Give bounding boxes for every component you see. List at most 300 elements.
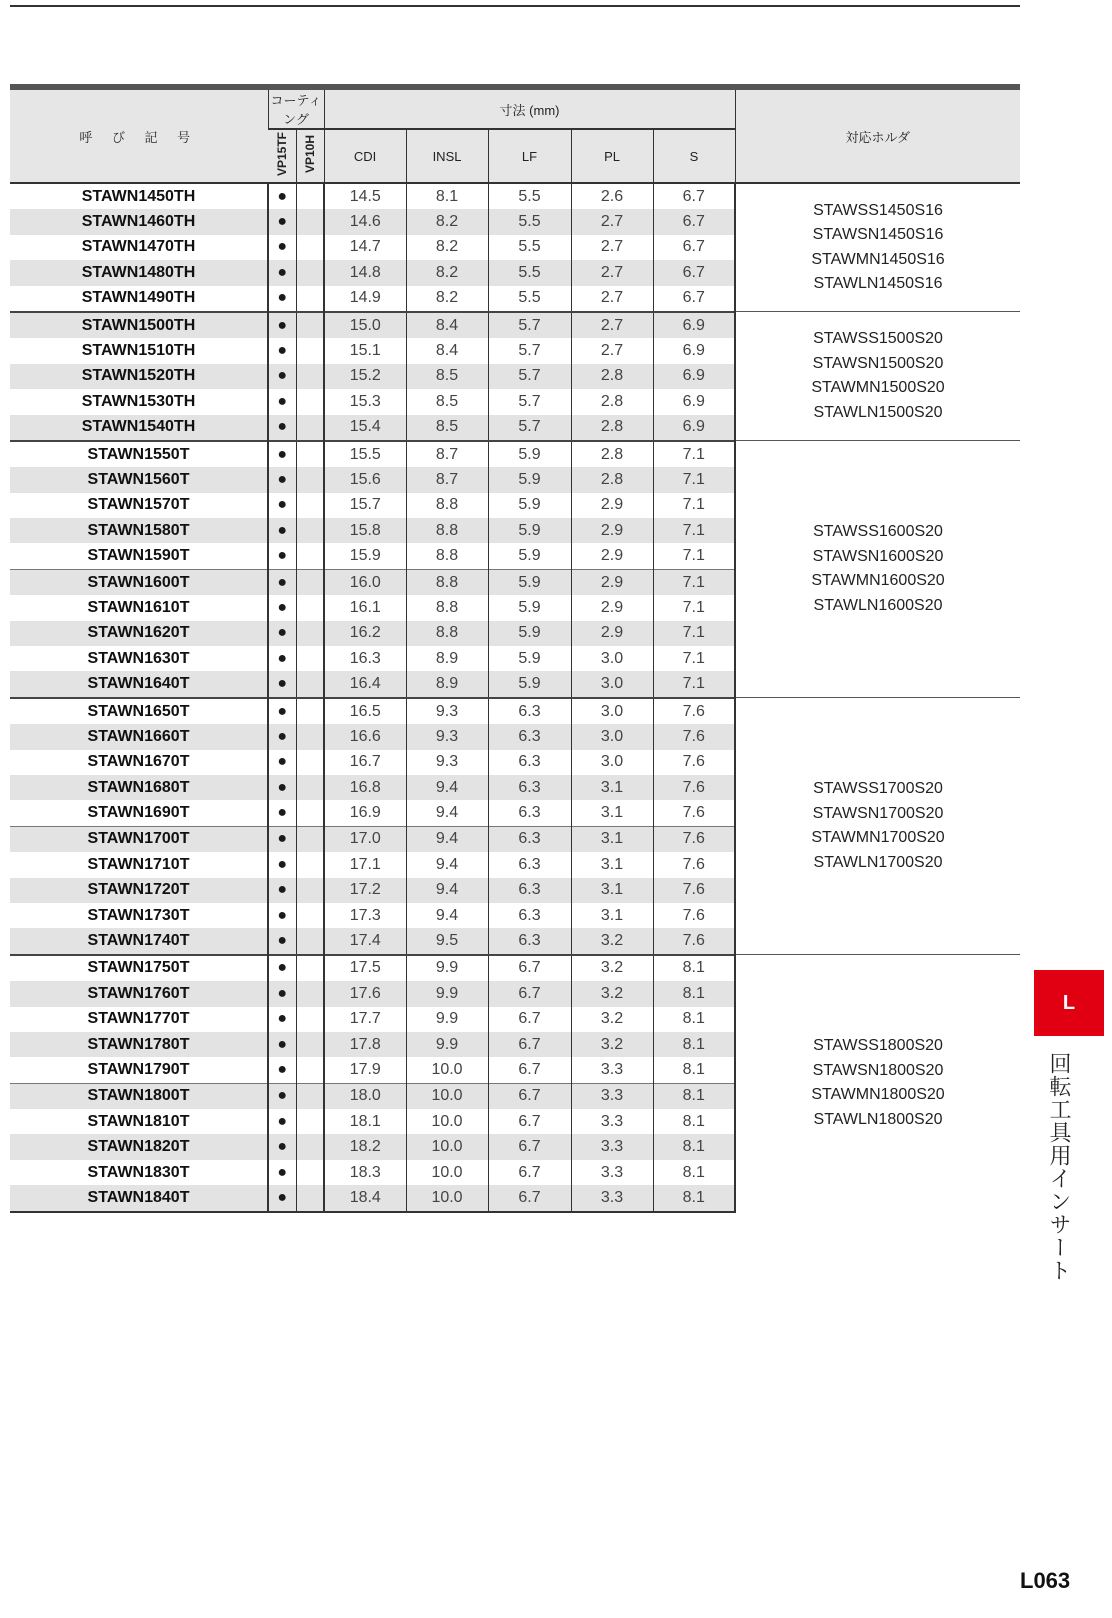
designation-cell: STAWN1830T (87, 1163, 190, 1181)
holder-item: STAWSS1600S20 (813, 523, 943, 541)
pl-cell: 3.3 (571, 1083, 653, 1109)
grade-vp10h-cell (296, 826, 324, 852)
lf-cell: 6.3 (488, 878, 571, 903)
grade-vp10h-cell (296, 1109, 324, 1134)
page-number: L063 (1020, 1568, 1071, 1593)
section-tab[interactable]: L (1034, 970, 1104, 1036)
lf-cell: 5.9 (488, 543, 571, 569)
designation-cell: STAWN1470TH (81, 238, 196, 256)
pl-cell: 2.7 (571, 312, 653, 338)
insl-cell: 8.1 (406, 183, 488, 209)
insl-cell: 9.3 (406, 698, 488, 724)
lf-cell: 5.9 (488, 518, 571, 543)
designation-cell: STAWN1640T (10, 671, 268, 697)
cdi-cell: 18.3 (324, 1160, 406, 1185)
pl-cell: 2.9 (571, 621, 653, 646)
holder-item: STAWMN1800S20 (811, 1086, 945, 1104)
cdi-cell: 16.7 (324, 750, 406, 775)
s-cell: 7.1 (653, 646, 735, 671)
lf-cell: 5.7 (488, 389, 571, 414)
col-s-header: S (653, 129, 735, 183)
designation-cell: STAWN1510TH (81, 342, 196, 360)
insl-cell: 9.4 (406, 775, 488, 800)
holder-item: STAWMN1500S20 (811, 379, 945, 397)
designation-cell: STAWN1840T (10, 1185, 268, 1211)
lf-cell: 5.9 (488, 621, 571, 646)
insl-cell: 8.5 (406, 415, 488, 441)
cdi-cell: 15.1 (324, 338, 406, 363)
grade-vp15tf-cell: ● (268, 826, 296, 852)
grade-vp15tf-cell: ● (268, 493, 296, 518)
s-cell: 8.1 (653, 1057, 735, 1083)
designation-cell: STAWN1630T (87, 649, 190, 667)
lf-cell: 6.3 (488, 775, 571, 800)
grade-vp10h-cell (296, 852, 324, 877)
cdi-cell: 15.8 (324, 518, 406, 543)
cdi-cell: 14.7 (324, 235, 406, 260)
holder-item: STAWMN1700S20 (811, 829, 945, 847)
holder-group-cell (735, 698, 1020, 955)
grade-vp15tf-cell: ● (268, 1083, 296, 1109)
s-cell: 7.1 (653, 518, 735, 543)
s-cell: 7.1 (653, 621, 735, 646)
s-cell: 7.6 (653, 826, 735, 852)
holder-item: STAWMN1450S16 (811, 250, 945, 268)
lf-cell: 5.9 (488, 569, 571, 595)
pl-cell: 2.8 (571, 415, 653, 441)
grade-vp10h-cell (296, 312, 324, 338)
s-cell: 8.1 (653, 1160, 735, 1185)
pl-cell: 2.9 (571, 543, 653, 569)
s-cell: 8.1 (653, 981, 735, 1006)
grade-vp10h-cell (296, 1134, 324, 1159)
cdi-cell: 15.4 (324, 415, 406, 441)
designation-cell: STAWN1480TH (10, 260, 268, 285)
insl-cell: 9.9 (406, 955, 488, 981)
grade-vp10h-cell (296, 286, 324, 312)
grade-vp15tf-cell: ● (268, 800, 296, 826)
cdi-cell: 16.1 (324, 595, 406, 620)
holder-item: STAWSS1450S16 (813, 201, 943, 219)
pl-cell: 3.1 (571, 775, 653, 800)
designation-cell: STAWN1690T (87, 804, 190, 822)
cdi-cell: 16.9 (324, 800, 406, 826)
insl-cell: 10.0 (406, 1160, 488, 1185)
insl-cell: 9.4 (406, 852, 488, 877)
designation-cell: STAWN1590T (87, 547, 190, 565)
designation-cell: STAWN1680T (10, 775, 268, 800)
pl-cell: 3.0 (571, 698, 653, 724)
cdi-cell: 14.6 (324, 209, 406, 234)
cdi-cell: 18.1 (324, 1109, 406, 1134)
grade-vp15tf-cell: ● (268, 1185, 296, 1211)
grade-vp10h-cell (296, 878, 324, 903)
s-cell: 7.6 (653, 775, 735, 800)
s-cell: 7.1 (653, 671, 735, 697)
s-cell: 7.6 (653, 724, 735, 749)
table-row (10, 441, 1020, 467)
cdi-cell: 17.7 (324, 1007, 406, 1032)
s-cell: 8.1 (653, 955, 735, 981)
insl-cell: 9.4 (406, 878, 488, 903)
lf-cell: 6.3 (488, 928, 571, 954)
lf-cell: 5.7 (488, 415, 571, 441)
insl-cell: 10.0 (406, 1134, 488, 1159)
s-cell: 8.1 (653, 1032, 735, 1057)
pl-cell: 2.7 (571, 260, 653, 285)
grade-vp10h-cell (296, 415, 324, 441)
lf-cell: 5.5 (488, 235, 571, 260)
pl-cell: 2.8 (571, 467, 653, 492)
insl-cell: 9.3 (406, 750, 488, 775)
lf-cell: 6.7 (488, 981, 571, 1006)
grade-vp10h-cell (296, 981, 324, 1006)
cdi-cell: 15.7 (324, 493, 406, 518)
s-cell: 6.7 (653, 209, 735, 234)
cdi-cell: 16.6 (324, 724, 406, 749)
grade-vp15tf-cell: ● (268, 260, 296, 285)
insl-cell: 8.2 (406, 235, 488, 260)
grade-vp15tf-cell: ● (268, 415, 296, 441)
insl-cell: 8.4 (406, 312, 488, 338)
insl-cell: 9.9 (406, 1032, 488, 1057)
grade-vp15tf-cell: ● (268, 312, 296, 338)
grade-vp10h-cell (296, 260, 324, 285)
pl-cell: 3.0 (571, 724, 653, 749)
insl-cell: 8.7 (406, 441, 488, 467)
grade-vp15tf-cell: ● (268, 775, 296, 800)
col-lf-header: LF (488, 129, 571, 183)
grade-vp15tf-cell: ● (268, 569, 296, 595)
s-cell: 6.7 (653, 286, 735, 312)
s-cell: 6.7 (653, 260, 735, 285)
designation-cell: STAWN1770T (87, 1010, 190, 1028)
insl-cell: 9.9 (406, 981, 488, 1006)
designation-cell: STAWN1740T (10, 928, 268, 954)
lf-cell: 5.5 (488, 209, 571, 234)
grade-vp10h-cell (296, 441, 324, 467)
coating-header: コーティング (268, 90, 324, 129)
designation-cell: STAWN1760T (10, 981, 268, 1006)
cdi-cell: 17.8 (324, 1032, 406, 1057)
grade-vp10h-cell (296, 750, 324, 775)
holder-item: STAWLN1800S20 (813, 1111, 943, 1129)
designation-cell: STAWN1550T (10, 441, 268, 467)
grade-vp15tf-cell: ● (268, 1007, 296, 1032)
pl-cell: 3.0 (571, 671, 653, 697)
cdi-cell: 16.8 (324, 775, 406, 800)
table-row (10, 698, 1020, 724)
cdi-cell: 15.3 (324, 389, 406, 414)
cdi-cell: 16.4 (324, 671, 406, 697)
insert-spec-table (10, 90, 1020, 1213)
pl-cell: 2.8 (571, 441, 653, 467)
grade-vp10h-cell (296, 338, 324, 363)
lf-cell: 6.3 (488, 800, 571, 826)
designation-cell: STAWN1780T (10, 1032, 268, 1057)
grade-vp15tf-cell: ● (268, 1109, 296, 1134)
grade-vp15tf-cell: ● (268, 467, 296, 492)
grade-vp15tf-cell: ● (268, 852, 296, 877)
lf-cell: 5.5 (488, 260, 571, 285)
insl-cell: 8.5 (406, 364, 488, 389)
designation-cell: STAWN1560T (10, 467, 268, 492)
designation-cell: STAWN1650T (10, 698, 268, 724)
s-cell: 8.1 (653, 1134, 735, 1159)
grade-vp10h-cell (296, 1007, 324, 1032)
cdi-cell: 14.5 (324, 183, 406, 209)
s-cell: 7.6 (653, 852, 735, 877)
pl-cell: 2.7 (571, 286, 653, 312)
cdi-cell: 16.0 (324, 569, 406, 595)
insl-cell: 8.2 (406, 286, 488, 312)
lf-cell: 5.9 (488, 646, 571, 671)
pl-cell: 2.7 (571, 235, 653, 260)
designation-cell: STAWN1490TH (81, 289, 196, 307)
col-pl-header: PL (571, 129, 653, 183)
grade-vp15tf-cell: ● (268, 389, 296, 414)
s-cell: 7.6 (653, 928, 735, 954)
grade-vp10h-cell (296, 698, 324, 724)
lf-cell: 6.7 (488, 1185, 571, 1211)
insl-cell: 9.5 (406, 928, 488, 954)
designation-cell: STAWN1580T (10, 518, 268, 543)
grade-vp15tf-cell: ● (268, 698, 296, 724)
pl-cell: 3.2 (571, 928, 653, 954)
grade-vp10h-cell (296, 955, 324, 981)
s-cell: 6.9 (653, 389, 735, 414)
grade-vp10h-cell (296, 595, 324, 620)
lf-cell: 6.7 (488, 1032, 571, 1057)
lf-cell: 5.7 (488, 338, 571, 363)
pl-cell: 3.3 (571, 1185, 653, 1211)
cdi-cell: 17.9 (324, 1057, 406, 1083)
lf-cell: 6.7 (488, 1057, 571, 1083)
s-cell: 7.1 (653, 493, 735, 518)
grade-vp15tf-cell: ● (268, 671, 296, 697)
dimensions-header: 寸法 (mm) (324, 90, 735, 129)
pl-cell: 3.1 (571, 826, 653, 852)
pl-cell: 2.8 (571, 389, 653, 414)
grade-vp15tf-cell: ● (268, 955, 296, 981)
grade-vp10h-cell (296, 183, 324, 209)
cdi-cell: 16.3 (324, 646, 406, 671)
cdi-cell: 15.2 (324, 364, 406, 389)
grade-vp15tf-cell: ● (268, 646, 296, 671)
cdi-cell: 15.0 (324, 312, 406, 338)
insl-cell: 8.9 (406, 671, 488, 697)
insl-cell: 9.9 (406, 1007, 488, 1032)
pl-cell: 2.8 (571, 364, 653, 389)
top-rule (10, 5, 1020, 7)
pl-cell: 3.2 (571, 981, 653, 1006)
pl-cell: 2.9 (571, 569, 653, 595)
lf-cell: 5.5 (488, 286, 571, 312)
pl-cell: 3.0 (571, 750, 653, 775)
grade-vp15tf-cell: ● (268, 338, 296, 363)
grade-vp10h-cell (296, 569, 324, 595)
table-row (10, 955, 1020, 981)
pl-cell: 3.1 (571, 800, 653, 826)
pl-cell: 3.2 (571, 955, 653, 981)
lf-cell: 6.3 (488, 698, 571, 724)
s-cell: 7.1 (653, 441, 735, 467)
s-cell: 7.1 (653, 595, 735, 620)
designation-cell: STAWN1720T (10, 878, 268, 903)
s-cell: 8.1 (653, 1109, 735, 1134)
cdi-cell: 18.4 (324, 1185, 406, 1211)
pl-cell: 2.9 (571, 493, 653, 518)
designation-cell: STAWN1570T (87, 496, 190, 514)
insl-cell: 9.3 (406, 724, 488, 749)
designation-cell: STAWN1700T (10, 826, 268, 852)
grade-vp15tf-cell: ● (268, 1032, 296, 1057)
designation-cell: STAWN1790T (87, 1060, 190, 1078)
cdi-cell: 18.0 (324, 1083, 406, 1109)
pl-cell: 2.9 (571, 518, 653, 543)
holder-item: STAWSN1600S20 (812, 547, 944, 565)
grade-vp10h-cell (296, 518, 324, 543)
lf-cell: 6.7 (488, 1160, 571, 1185)
insl-cell: 9.4 (406, 826, 488, 852)
grade-vp15tf-cell: ● (268, 209, 296, 234)
s-cell: 7.6 (653, 878, 735, 903)
designation-cell: STAWN1610T (87, 598, 190, 616)
cdi-cell: 17.5 (324, 955, 406, 981)
holder-item: STAWSS1500S20 (813, 330, 943, 348)
insl-cell: 8.2 (406, 209, 488, 234)
holder-group-cell (735, 183, 1020, 312)
insl-cell: 8.8 (406, 621, 488, 646)
cdi-cell: 15.6 (324, 467, 406, 492)
grade-vp15tf-cell: ● (268, 441, 296, 467)
holder-item: STAWLN1450S16 (813, 275, 943, 293)
cdi-cell: 16.5 (324, 698, 406, 724)
designation-cell: STAWN1530TH (81, 392, 196, 410)
grade-vp15tf-cell: ● (268, 621, 296, 646)
pl-cell: 3.1 (571, 852, 653, 877)
lf-cell: 5.9 (488, 493, 571, 518)
grade-vp15tf-cell: ● (268, 235, 296, 260)
grade-vp10h-cell (296, 775, 324, 800)
holder-item: STAWSN1500S20 (812, 354, 944, 372)
grade-vp10h-cell (296, 646, 324, 671)
designation-cell: STAWN1710T (87, 855, 190, 873)
designation-header: 呼 び 記 号 (10, 90, 268, 183)
grade-vp15tf-cell: ● (268, 595, 296, 620)
designation-cell: STAWN1620T (10, 621, 268, 646)
s-cell: 6.7 (653, 183, 735, 209)
s-cell: 8.1 (653, 1185, 735, 1211)
holder-item: STAWLN1700S20 (813, 853, 943, 871)
pl-cell: 2.9 (571, 595, 653, 620)
holder-group-cell (735, 312, 1020, 441)
insl-cell: 8.4 (406, 338, 488, 363)
designation-cell: STAWN1750T (10, 955, 268, 981)
cdi-cell: 14.8 (324, 260, 406, 285)
holder-item: STAWSN1700S20 (812, 804, 944, 822)
cdi-cell: 17.1 (324, 852, 406, 877)
lf-cell: 5.9 (488, 671, 571, 697)
designation-cell: STAWN1730T (87, 906, 190, 924)
insl-cell: 10.0 (406, 1109, 488, 1134)
grade-vp15tf-cell: ● (268, 364, 296, 389)
holder-item: STAWLN1500S20 (813, 404, 943, 422)
holder-group-cell (735, 441, 1020, 698)
pl-cell: 3.2 (571, 1007, 653, 1032)
grade-vp10h-cell (296, 543, 324, 569)
cdi-cell: 17.6 (324, 981, 406, 1006)
table-row (10, 183, 1020, 209)
holder-item: STAWSS1700S20 (813, 780, 943, 798)
designation-cell: STAWN1460TH (10, 209, 268, 234)
lf-cell: 5.7 (488, 312, 571, 338)
holder-item: STAWLN1600S20 (813, 596, 943, 614)
designation-cell: STAWN1450TH (81, 187, 196, 205)
designation-cell: STAWN1660T (10, 724, 268, 749)
pl-cell: 3.3 (571, 1109, 653, 1134)
lf-cell: 6.7 (488, 1109, 571, 1134)
grade-vp15tf-cell: ● (268, 1160, 296, 1185)
holder-item: STAWSN1450S16 (812, 226, 944, 244)
grade-vp10h-cell (296, 467, 324, 492)
grade-vp10h-cell (296, 235, 324, 260)
grade-vp15tf-cell: ● (268, 518, 296, 543)
cdi-cell: 17.3 (324, 903, 406, 928)
grade-vp10h-cell (296, 209, 324, 234)
grade-vp15tf-cell: ● (268, 903, 296, 928)
insl-cell: 9.4 (406, 800, 488, 826)
insl-cell: 8.8 (406, 543, 488, 569)
grade-vp15tf-cell: ● (268, 724, 296, 749)
pl-cell: 2.7 (571, 338, 653, 363)
lf-cell: 6.3 (488, 903, 571, 928)
s-cell: 8.1 (653, 1007, 735, 1032)
designation-cell: STAWN1820T (10, 1134, 268, 1159)
grade-vp15tf-cell: ● (268, 1134, 296, 1159)
section-title: 回転工具用インサート (1046, 1052, 1071, 1282)
s-cell: 7.1 (653, 467, 735, 492)
cdi-cell: 17.2 (324, 878, 406, 903)
s-cell: 6.9 (653, 364, 735, 389)
pl-cell: 3.3 (571, 1160, 653, 1185)
grade-vp15tf-header: VP15TF (268, 129, 296, 183)
grade-vp10h-cell (296, 903, 324, 928)
s-cell: 6.9 (653, 338, 735, 363)
s-cell: 8.1 (653, 1083, 735, 1109)
s-cell: 7.6 (653, 800, 735, 826)
lf-cell: 5.9 (488, 595, 571, 620)
lf-cell: 6.7 (488, 1007, 571, 1032)
insl-cell: 10.0 (406, 1083, 488, 1109)
grade-vp10h-cell (296, 800, 324, 826)
col-cdi-header: CDI (324, 129, 406, 183)
s-cell: 7.1 (653, 569, 735, 595)
insl-cell: 10.0 (406, 1057, 488, 1083)
grade-vp15tf-cell: ● (268, 981, 296, 1006)
pl-cell: 2.6 (571, 183, 653, 209)
insl-cell: 8.9 (406, 646, 488, 671)
cdi-cell: 17.4 (324, 928, 406, 954)
insl-cell: 8.8 (406, 569, 488, 595)
s-cell: 7.1 (653, 543, 735, 569)
lf-cell: 6.7 (488, 1134, 571, 1159)
lf-cell: 6.3 (488, 750, 571, 775)
grade-vp15tf-cell: ● (268, 1057, 296, 1083)
s-cell: 6.9 (653, 415, 735, 441)
designation-cell: STAWN1800T (10, 1083, 268, 1109)
insl-cell: 8.2 (406, 260, 488, 285)
